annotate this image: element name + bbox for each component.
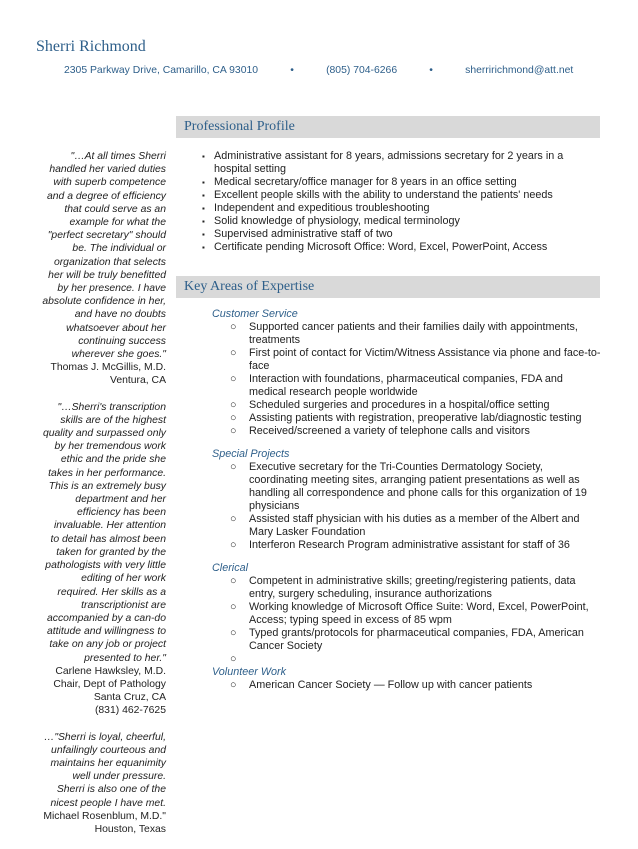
ring-bullet-icon: ○	[230, 539, 237, 551]
ring-bullet-icon: ○	[230, 601, 237, 613]
ring-bullet-icon: ○	[230, 412, 237, 424]
profile-item: ▪ Certificate pending Microsoft Office: Word, Excel, PowerPoint, Access	[202, 241, 548, 253]
list-item: ○ Interaction with foundations, pharmaceutical companies, FDA and medical research people worldwide	[230, 373, 563, 398]
contact-line	[64, 65, 573, 76]
separator-dot: •	[429, 65, 433, 76]
ring-bullet-icon: ○	[230, 321, 237, 333]
profile-item: ▪ Solid knowledge of physiology, medical terminology	[202, 215, 460, 227]
profile-item: ▪ Medical secretary/office manager for 8 years in an office setting	[202, 176, 517, 188]
ring-bullet-icon: ○	[230, 461, 237, 473]
list-item: ○ Assisting patients with registration, preoperative lab/diagnostic testing	[230, 412, 582, 424]
bullet-icon: ▪	[202, 217, 205, 226]
list-item: ○ Working knowledge of Microsoft Office Suite: Word, Excel, PowerPoint, Access; typing speed in excess of 85 wpm	[230, 601, 589, 626]
bullet-icon: ▪	[202, 178, 205, 187]
ring-bullet-icon: ○	[230, 653, 237, 665]
testimonial-attribution: Carlene Hawksley, M.D. Chair, Dept of Pathology Santa Cruz, CA (831) 462-7625	[53, 665, 166, 717]
bullet-icon: ▪	[202, 230, 205, 239]
bullet-icon: ▪	[202, 191, 205, 200]
list-item: ○ Scheduled surgeries and procedures in a hospital/office setting	[230, 399, 550, 411]
list-item	[212, 653, 602, 666]
bullet-icon: ▪	[202, 243, 205, 252]
testimonial-attribution: Michael Rosenblum, M.D." Houston, Texas	[43, 810, 166, 835]
special-projects-list	[212, 461, 602, 552]
volunteer-work-list	[212, 679, 602, 692]
profile-item: ▪ Excellent people skills with the ability to understand the patients' needs	[202, 189, 553, 201]
customer-service-list	[212, 321, 602, 438]
testimonial-attribution: Thomas J. McGillis, M.D. Ventura, CA	[50, 362, 166, 387]
list-item: ○ Typed grants/protocols for pharmaceutical companies, FDA, American Cancer Society	[230, 627, 584, 652]
list-item: ○ Supported cancer patients and their families daily with appointments, treatments	[230, 321, 578, 346]
list-item: ○ American Cancer Society — Follow up with cancer patients	[230, 679, 533, 691]
expertise-body	[212, 308, 602, 692]
bullet-icon: ▪	[202, 152, 205, 161]
ring-bullet-icon: ○	[230, 373, 237, 385]
testimonial-quote: …"Sherri is loyal, cheerful, unfailingly courteous and maintains her equanimity well under pressure. Sherri is also one of the nicest people I have met.	[43, 731, 166, 809]
list-item: ○ Received/screened a variety of telephone calls and visitors	[230, 425, 530, 437]
testimonial	[28, 150, 166, 388]
ring-bullet-icon: ○	[230, 425, 237, 437]
profile-list	[200, 150, 600, 254]
phone: (805) 704-6266	[326, 65, 398, 76]
clerical-list	[212, 575, 602, 666]
section-header-profile: Professional Profile	[176, 116, 600, 138]
candidate-name: Sherri Richmond	[36, 38, 146, 55]
ring-bullet-icon: ○	[230, 347, 237, 359]
list-item: ○ First point of contact for Victim/Witness Assistance via phone and face-to-face	[230, 347, 601, 372]
testimonials-sidebar	[28, 150, 166, 849]
list-item: ○ Interferon Research Program administrative assistant for staff of 36	[230, 539, 570, 551]
bullet-icon: ▪	[202, 204, 205, 213]
testimonial	[28, 731, 166, 837]
testimonial	[28, 401, 166, 718]
separator-dot: •	[290, 65, 294, 76]
address: 2305 Parkway Drive, Camarillo, CA 93010	[64, 65, 259, 76]
profile-item: ▪ Independent and expeditious troubleshooting	[202, 202, 430, 214]
ring-bullet-icon: ○	[230, 627, 237, 639]
section-header-expertise: Key Areas of Expertise	[176, 276, 600, 298]
category-special-projects: Special Projects	[212, 448, 290, 460]
profile-item: ▪ Supervised administrative staff of two	[202, 228, 393, 240]
profile-item: ▪ Administrative assistant for 8 years, admissions secretary for 2 years in a hospital setting	[202, 150, 564, 175]
category-customer-service: Customer Service	[212, 308, 298, 320]
ring-bullet-icon: ○	[230, 679, 237, 691]
list-item: ○ Assisted staff physician with his duties as a member of the Albert and Mary Lasker Foundation	[230, 513, 580, 538]
ring-bullet-icon: ○	[230, 399, 237, 411]
ring-bullet-icon: ○	[230, 513, 237, 525]
testimonial-quote: "…Sherri's transcription skills are of the highest quality and surpassed only by her tremendous work ethic and the pride she takes in her performance. This is an extremely busy department and her efficiency has been invaluable. Her attention to detail has almost been taken for granted by the pathologists with very little editing of her work required. Her skills as a transcriptionist are accompanied by a can-do attitude and willingness to take on any job or project presented to her."	[42, 401, 166, 664]
ring-bullet-icon: ○	[230, 575, 237, 587]
email: sherririchmond@att.net	[465, 65, 574, 76]
list-item: ○ Competent in administrative skills; greeting/registering patients, data entry, surgery scheduling, insurance authorizations	[230, 575, 576, 600]
category-volunteer-work: Volunteer Work	[212, 666, 287, 678]
testimonial-quote: "…At all times Sherri handled her varied duties with superb competence and a degree of efficiency that could serve as an example for what the "perfect secretary" should be. The individual or organization that selects her will be truly benefitted by her presence. I have absolute confidence in her, and have no doubts whatsoever about her continuing success wherever she goes."	[42, 151, 166, 361]
category-clerical: Clerical	[212, 562, 248, 574]
list-item: ○ Executive secretary for the Tri-Counties Dermatology Society, coordinating meeting sites, arranging patient presentations as well as handling all correspondence and phone calls for this organization of 19 physicians	[230, 461, 587, 512]
